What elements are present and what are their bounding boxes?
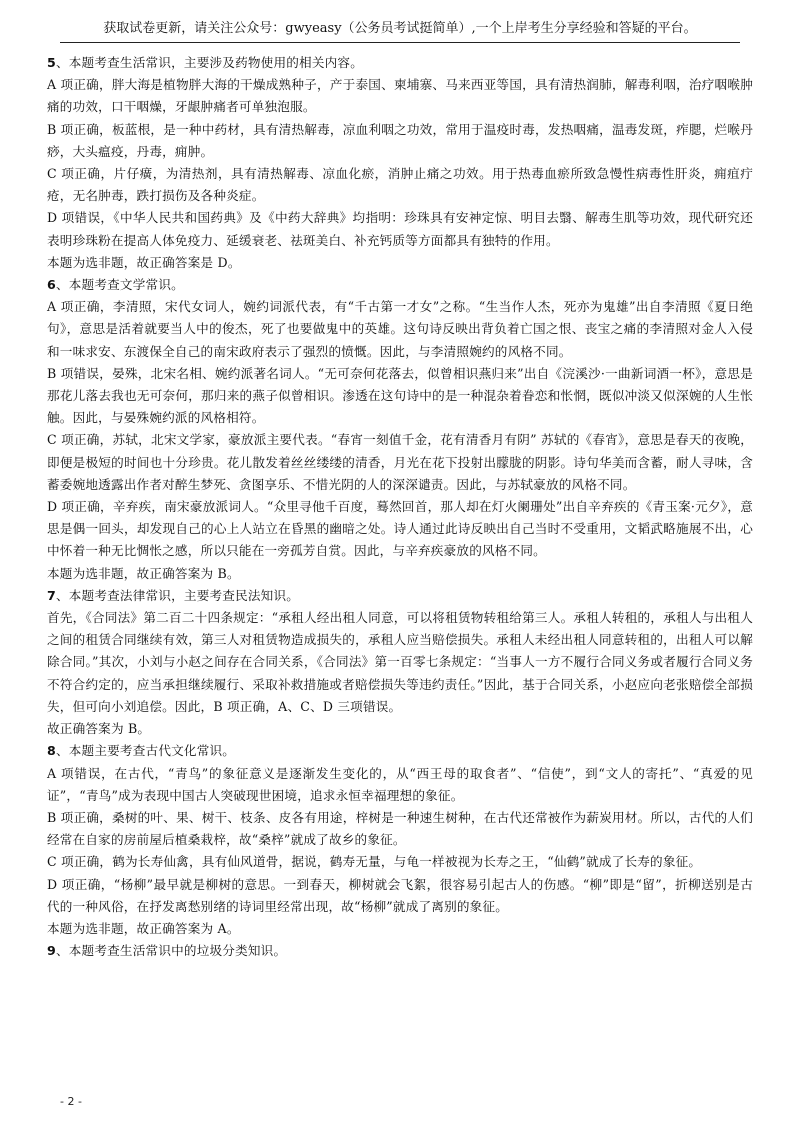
page-header: 获取试卷更新，请关注公众号：gwyeasy（公务员考试挺简单）,一个上岸考生分享经验和答疑的平台。 bbox=[103, 21, 697, 36]
question-topic: 、本题考查法律常识，主要考查民法知识。 bbox=[55, 587, 300, 603]
question-number: 9 bbox=[47, 943, 56, 959]
question-8-heading bbox=[47, 740, 753, 762]
q7-explanation: 首先，《合同法》第二百二十四条规定：“承租人经出租人同意，可以将租赁物转租给第三人。承租人转租的，承租人与出租人之间的租赁合同继续有效，第三人对租赁物造成损失的，承租人应当赔偿损失。承租人未经出租人同意转租的，出租人可以解除合同。”其次，小刘与小赵之间存在合同关系，《合同法》第一百零七条规定：“当事人一方不履行合同义务或者履行合同义务不符合约定的，应当承担继续履行、采取补救措施或者赔偿损失等违约责任。”因此，基于合同关系，小赵应向老张赔偿全部损失，但可向小刘追偿。因此，B 项正确，A、C、D 三项错误。 bbox=[47, 610, 753, 714]
page-number: - 2 - bbox=[60, 1095, 82, 1108]
question-9-heading bbox=[47, 940, 753, 962]
question-topic: 、本题考查文学常识。 bbox=[55, 277, 184, 293]
q6-option-d: D 项正确，辛弃疾，南宋豪放派词人。“众里寻他千百度，蓦然回首，那人却在灯火阑珊处”出自辛弃疾的《青玉案·元夕》，意思是偶一回头，却发现自己的心上人站立在昏黑的幽暗之处。诗人通过此诗反映出自己当时不受重用，文韬武略施展不出，心中怀着一种无比惆怅之感，所以只能在一旁孤芳自赏。因此，与辛弃疾豪放的风格不同。 bbox=[47, 499, 753, 559]
q6-option-a: A 项正确，李清照，宋代女词人，婉约词派代表，有“千古第一才女”之称。“生当作人杰，死亦为鬼雄”出自李清照《夏日绝句》，意思是活着就要当人中的俊杰，死了也要做鬼中的英雄。这句诗反映出背负着亡国之恨、丧宝之痛的李清照对金人入侵和一味求安、东渡保全自己的南宋政府表示了强烈的愤慨。因此，与李清照婉约的风格不同。 bbox=[47, 299, 753, 359]
q5-option-a: A 项正确，胖大海是植物胖大海的干燥成熟种子，产于泰国、柬埔寨、马来西亚等国，具有清热润肺，解毒利咽，治疗咽喉肿痛的功效，口干咽燥，牙龈肿痛者可单独泡服。 bbox=[47, 77, 753, 115]
question-number: 6 bbox=[47, 277, 56, 293]
q5-option-c: C 项正确，片仔癀，为清热剂，具有清热解毒、凉血化瘀，消肿止痛之功效。用于热毒血瘀所致急慢性病毒性肝炎，痈疽疔疮，无名肿毒，跌打损伤及各种炎症。 bbox=[47, 166, 753, 204]
question-number: 8 bbox=[47, 743, 56, 759]
question-number: 7 bbox=[47, 587, 56, 603]
q8-answer: 本题为选非题，故正确答案为 A。 bbox=[47, 920, 240, 936]
question-6-heading bbox=[47, 274, 753, 296]
q8-option-b: B 项正确，桑树的叶、果、树干、枝条、皮各有用途，梓树是一种速生树种，在古代还常被作为薪炭用材。所以，古代的人们经常在自家的房前屋后植桑栽梓，故“桑梓”就成了故乡的象征。 bbox=[47, 809, 753, 848]
q8-option-c: C 项正确，鹤为长寿仙禽，具有仙风道骨，据说，鹤寿无量，与龟一样被视为长寿之王，“仙鹤”就成了长寿的象征。 bbox=[47, 854, 702, 870]
q5-option-b: B 项正确，板蓝根，是一种中药材，具有清热解毒，凉血利咽之功效，常用于温疫时毒，发热咽痛，温毒发斑，痄腮，烂喉丹痧，大头瘟疫，丹毒，痈肿。 bbox=[47, 121, 753, 159]
q7-answer: 故正确答案为 B。 bbox=[47, 721, 151, 737]
question-number: 5 bbox=[47, 55, 56, 70]
q5-answer: 本题为选非题，故正确答案是 D。 bbox=[47, 254, 241, 270]
question-5-heading bbox=[47, 52, 753, 74]
question-7-heading bbox=[47, 585, 753, 607]
q6-option-b: B 项错误，晏殊，北宋名相、婉约派著名词人。“无可奈何花落去，似曾相识燕归来”出自《浣溪沙·一曲新词酒一杯》，意思是那花儿落去我也无可奈何，那归来的燕子似曾相识。渗透在这句诗中的是一种混杂着眷恋和怅惘，既似冲淡又似深婉的人生怅触。因此，与晏殊婉约派的风格相符。 bbox=[47, 365, 753, 426]
q6-option-c: C 项正确，苏轼，北宋文学家，豪放派主要代表。“春宵一刻值千金，花有清香月有阴” 苏轼的《春宵》，意思是春天的夜晚，即便是极短的时间也十分珍贵。花儿散发着丝丝缕缕的清香，月光在花下投射出朦胧的阴影。诗句华美而含蓄，耐人寻味，含蓄委婉地透露出作者对醉生梦死、贪图享乐、不惜光阴的人的深深谴责。因此，与苏轼豪放的风格不同。 bbox=[47, 432, 753, 492]
question-topic: 、本题考查生活常识，主要涉及药物使用的相关内容。 bbox=[55, 55, 364, 70]
header-divider bbox=[60, 42, 740, 43]
document-body bbox=[47, 52, 753, 962]
q5-option-d: D 项错误，《中华人民共和国药典》及《中药大辞典》均指明：珍珠具有安神定惊、明目去翳、解毒生肌等功效，现代研究还表明珍珠粉在提高人体免疫力、延缓衰老、祛斑美白、补充钙质等方面都具有独特的作用。 bbox=[47, 210, 753, 248]
q6-answer: 本题为选非题，故正确答案为 B。 bbox=[47, 565, 240, 581]
question-topic: 、本题主要考查古代文化常识。 bbox=[55, 743, 236, 759]
q8-option-d: D 项正确，“杨柳”最早就是柳树的意思。一到春天，柳树就会飞絮，很容易引起古人的伤感。“柳”即是“留”，折柳送别是古代的一种风俗，在抒发离愁别绪的诗词里经常出现，故“杨柳”就成了离别的象征。 bbox=[47, 876, 753, 914]
question-topic: 、本题考查生活常识中的垃圾分类知识。 bbox=[55, 943, 287, 959]
q8-option-a: A 项错误，在古代，“青鸟”的象征意义是逐渐发生变化的，从“西王母的取食者”、“信使”，到“文人的寄托”、“真爱的见证”，“青鸟”成为表现中国古人突破现世困境，追求永恒幸福理想的象征。 bbox=[47, 765, 753, 803]
